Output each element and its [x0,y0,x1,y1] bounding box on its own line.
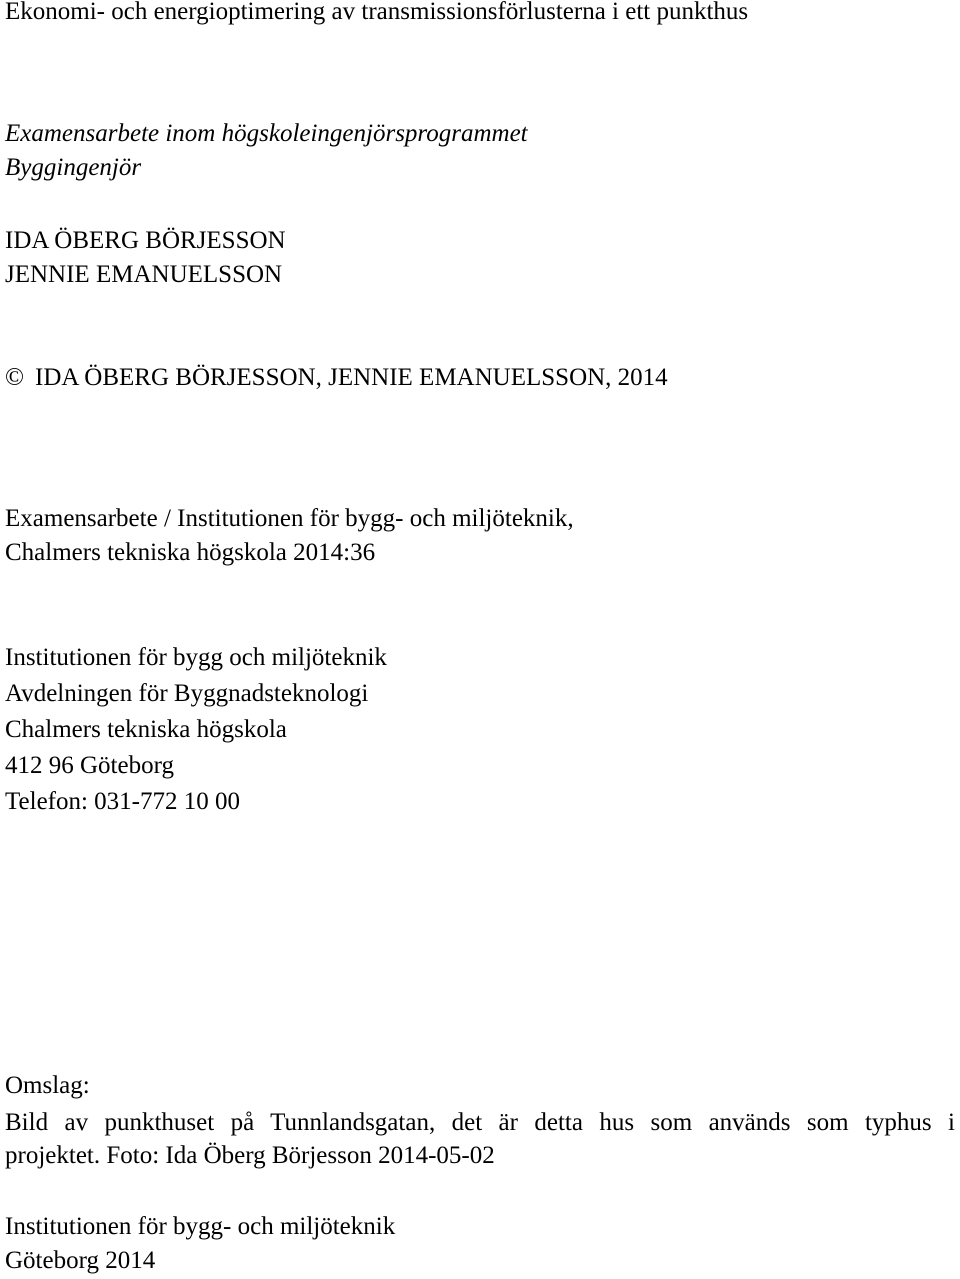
cover-heading: Omslag: [5,1072,90,1099]
report-line-1: Examensarbete / Institutionen för bygg- och miljöteknik, [5,505,574,532]
footer-line-1: Institutionen för bygg- och miljöteknik [5,1213,396,1240]
program-line-2: Byggingenjör [5,154,142,181]
footer-line-2: Göteborg 2014 [5,1247,156,1274]
address-line-4: 412 96 Göteborg [5,752,174,779]
copyright-line [5,360,668,396]
author-1: IDA ÖBERG BÖRJESSON [5,227,286,254]
program-line-1: Examensarbete inom högskoleingenjörsprogrammet [5,120,528,147]
address-line-5: Telefon: 031-772 10 00 [5,788,241,815]
address-line-3: Chalmers tekniska högskola [5,716,287,743]
report-line-2: Chalmers tekniska högskola 2014:36 [5,539,376,566]
address-line-1: Institutionen för bygg och miljöteknik [5,644,387,671]
document-title: Ekonomi- och energioptimering av transmissionsförlusterna i ett punkthus [5,0,749,25]
cover-caption-line-2: projektet. Foto: Ida Öberg Börjesson 2014-05-02 [5,1142,495,1169]
address-line-2: Avdelningen för Byggnadsteknologi [5,680,369,707]
copyright-text: IDA ÖBERG BÖRJESSON, JENNIE EMANUELSSON, 2014 [35,364,668,391]
cover-caption-line-1: Bild av punkthuset på Tunnlandsgatan, det är detta hus som används som typhus i [5,1109,955,1136]
author-2: JENNIE EMANUELSSON [5,261,283,288]
copyright-icon: © [5,364,24,391]
